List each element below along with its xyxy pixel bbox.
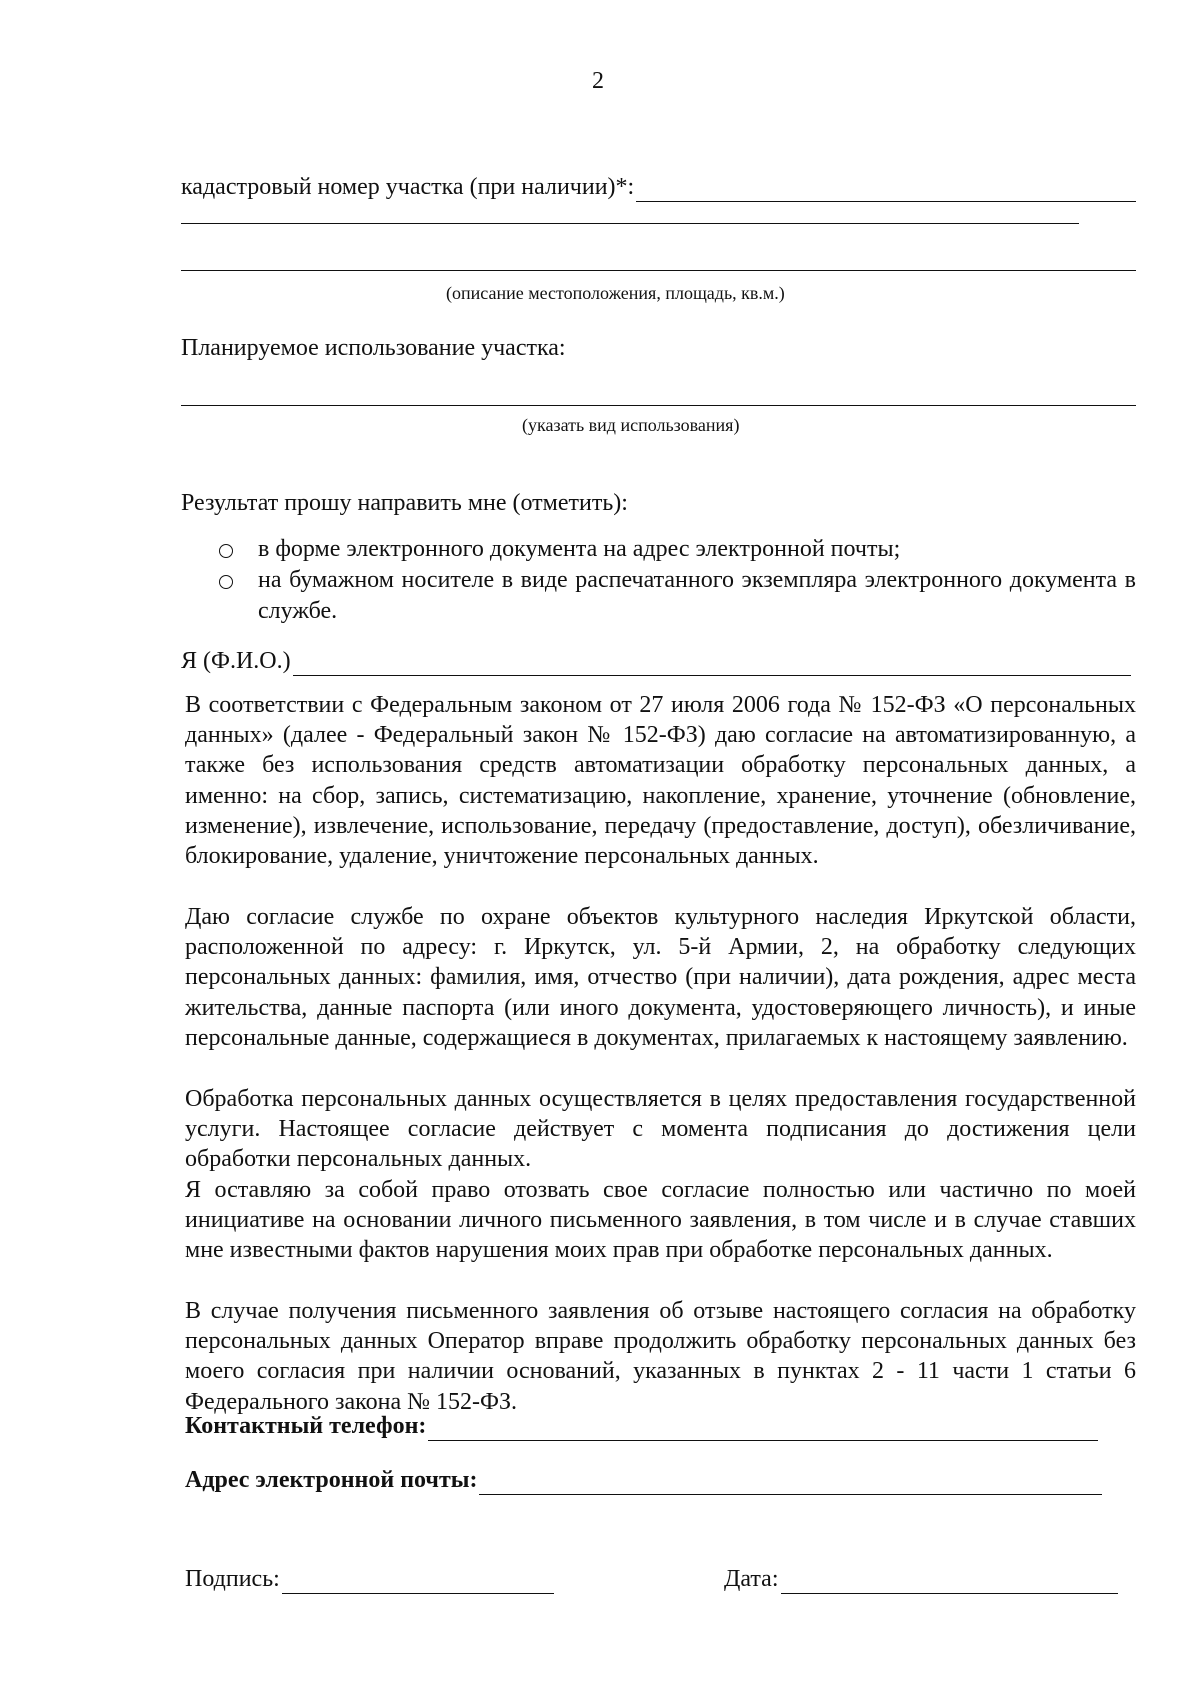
phone-label: Контактный телефон: — [185, 1413, 427, 1439]
consent-paragraph-3: Обработка персональных данных осуществляется в целях предоставления государственной услуги. Настоящее согласие действует с момента подписания до достижения цели обработки персональных данных. — [185, 1086, 1136, 1173]
fio-row — [181, 646, 1131, 676]
radio-option-paper[interactable] — [219, 575, 233, 589]
location-input-line[interactable] — [181, 270, 1136, 271]
fio-input-line[interactable] — [293, 653, 1131, 676]
email-input-line[interactable] — [479, 1472, 1102, 1495]
radio-option-email[interactable] — [219, 544, 233, 558]
option-email-text: в форме электронного документа на адрес электронной почты; — [258, 536, 901, 562]
signature-label: Подпись: — [185, 1566, 280, 1592]
result-label: Результат прошу направить мне (отметить): — [181, 490, 628, 516]
date-row — [724, 1564, 1118, 1594]
signature-input-line[interactable] — [282, 1571, 554, 1594]
date-input-line[interactable] — [781, 1571, 1118, 1594]
date-label: Дата: — [724, 1566, 779, 1592]
planned-use-caption: (указать вид использования) — [522, 415, 740, 435]
email-label: Адрес электронной почты: — [185, 1467, 478, 1493]
location-caption: (описание местоположения, площадь, кв.м.) — [446, 283, 785, 303]
consent-paragraph-4: Я оставляю за собой право отозвать свое согласие полностью или частично по моей инициативе на основании личного письменного заявления, в том числе и в случае ставших мне известными фактов нарушения моих прав при обработке персональных данных. — [185, 1177, 1136, 1264]
cadastral-label: кадастровый номер участка (при наличии)*: — [181, 174, 635, 200]
planned-use-label: Планируемое использование участка: — [181, 335, 566, 361]
fio-label: Я (Ф.И.О.) — [181, 648, 291, 674]
cadastral-row — [181, 172, 1136, 202]
email-row — [185, 1465, 1102, 1495]
consent-paragraph-1: В соответствии с Федеральным законом от 27 июля 2006 года № 152-ФЗ «О персональных данных» (далее - Федеральный закон № 152-ФЗ) даю согласие на автоматизированную, а также без использования средств автоматизации обработку персональных данных, а именно: на сбор, запись, систематизацию, накопление, хранение, уточнение (обновление, изменение), извлечение, использование, передачу (предоставление, доступ), обезличивание, блокирование, удаление, уничтожение персональных данных. — [185, 692, 1136, 870]
cadastral-input-line-2[interactable] — [181, 223, 1079, 224]
page-number: 2 — [592, 68, 604, 94]
option-paper-text: на бумажном носителе в виде распечатанного экземпляра электронного документа в службе. — [258, 567, 1136, 624]
phone-input-line[interactable] — [428, 1418, 1098, 1441]
consent-paragraph-2: Даю согласие службе по охране объектов культурного наследия Иркутской области, расположенной по адресу: г. Иркутск, ул. 5-й Армии, 2, на обработку следующих персональных данных: фамилия, имя, отчество (при наличии), дата рождения, адрес места жительства, данные паспорта (или иного документа, удостоверяющего личность), и иные персональные данные, содержащиеся в документах, прилагаемых к настоящему заявлению. — [185, 904, 1136, 1051]
phone-row — [185, 1411, 1098, 1441]
cadastral-input-line[interactable] — [636, 179, 1136, 202]
planned-use-input-line[interactable] — [181, 405, 1136, 406]
signature-row — [185, 1564, 554, 1594]
consent-paragraph-5: В случае получения письменного заявления об отзыве настоящего согласия на обработку персональных данных Оператор вправе продолжить обработку персональных данных без моего согласия при наличии оснований, указанных в пунктах 2 - 11 части 1 статьи 6 Федерального закона № 152-ФЗ. — [185, 1298, 1136, 1415]
